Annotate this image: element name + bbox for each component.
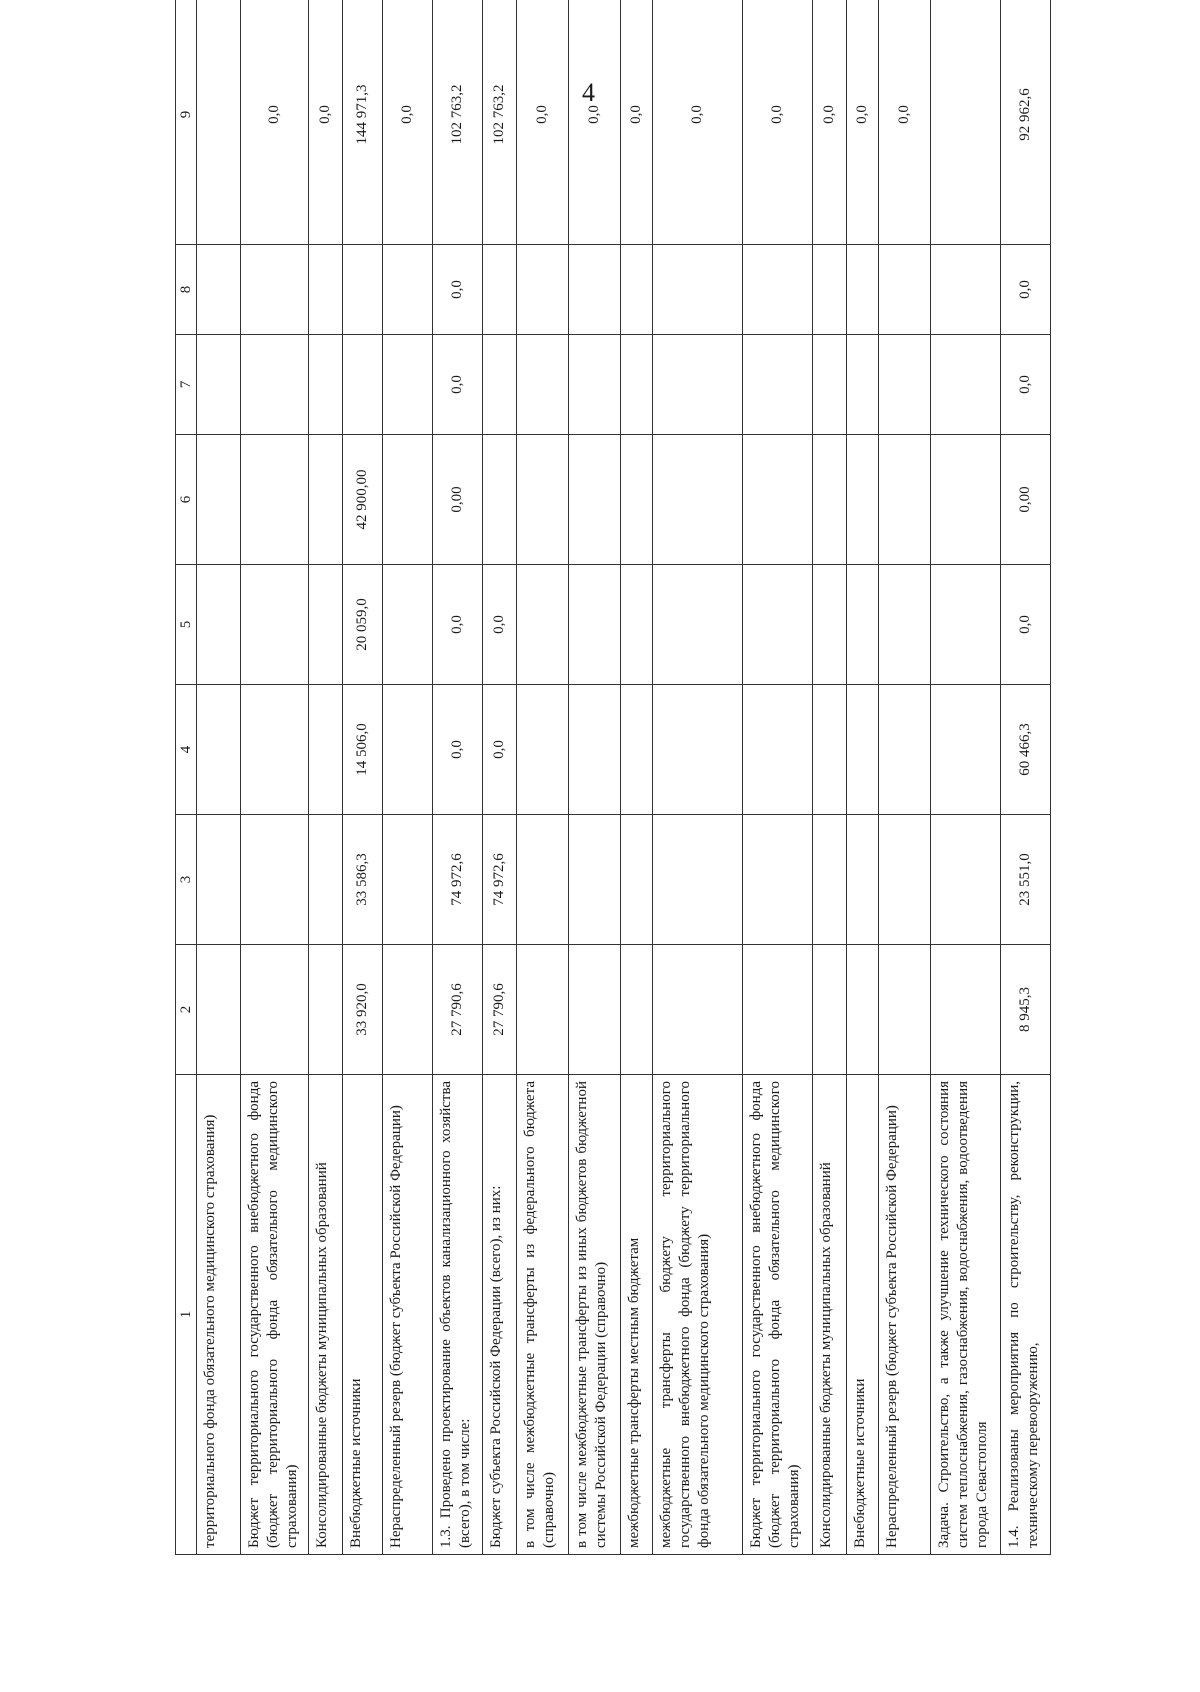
cell-col8 bbox=[309, 245, 343, 335]
cell-col5: 0,0 bbox=[483, 565, 517, 685]
row-description: межбюджетные трансферты бюджету территориального государственного внебюджетного фонда (бюджету территориального фонда обязательного медицинского страхования) bbox=[653, 1075, 743, 1555]
cell-col5: 0,0 bbox=[1001, 565, 1051, 685]
cell-col5 bbox=[743, 565, 813, 685]
cell-col7 bbox=[653, 335, 743, 435]
column-header: 5 bbox=[176, 565, 197, 685]
cell-col4: 0,0 bbox=[433, 685, 483, 815]
cell-col2 bbox=[743, 945, 813, 1075]
cell-col4: 60 466,3 bbox=[1001, 685, 1051, 815]
cell-col5 bbox=[653, 565, 743, 685]
cell-col3 bbox=[813, 815, 847, 945]
cell-col8 bbox=[569, 245, 621, 335]
row-description: территориального фонда обязательного медицинского страхования) bbox=[197, 1075, 241, 1555]
cell-col3 bbox=[383, 815, 433, 945]
cell-col7 bbox=[241, 335, 309, 435]
table-row bbox=[309, 0, 343, 1555]
cell-col6 bbox=[197, 435, 241, 565]
cell-col3 bbox=[931, 815, 1001, 945]
cell-col5 bbox=[879, 565, 931, 685]
row-description: Бюджет субъекта Российской Федерации (всего), из них: bbox=[483, 1075, 517, 1555]
cell-col7 bbox=[343, 335, 383, 435]
cell-col2 bbox=[879, 945, 931, 1075]
cell-col8 bbox=[653, 245, 743, 335]
cell-col4 bbox=[383, 685, 433, 815]
table-row bbox=[483, 0, 517, 1555]
table-row bbox=[343, 0, 383, 1555]
cell-col8: 0,0 bbox=[433, 245, 483, 335]
cell-col4 bbox=[621, 685, 653, 815]
cell-col9: 102 763,2 bbox=[433, 0, 483, 245]
cell-col6 bbox=[241, 435, 309, 565]
cell-col9: 144 971,3 bbox=[343, 0, 383, 245]
row-description: Консолидированные бюджеты муниципальных образований bbox=[309, 1075, 343, 1555]
cell-col7 bbox=[569, 335, 621, 435]
table-row bbox=[1001, 0, 1051, 1555]
cell-col8 bbox=[343, 245, 383, 335]
cell-col5 bbox=[847, 565, 879, 685]
cell-col9: 0,0 bbox=[517, 0, 569, 245]
cell-col6 bbox=[813, 435, 847, 565]
cell-col9 bbox=[197, 0, 241, 245]
table-row bbox=[813, 0, 847, 1555]
cell-col4 bbox=[569, 685, 621, 815]
cell-col6 bbox=[931, 435, 1001, 565]
table-row bbox=[569, 0, 621, 1555]
column-header: 3 bbox=[176, 815, 197, 945]
cell-col8 bbox=[621, 245, 653, 335]
cell-col8 bbox=[241, 245, 309, 335]
row-description: Внебюджетные источники bbox=[343, 1075, 383, 1555]
cell-col3 bbox=[653, 815, 743, 945]
cell-col7 bbox=[483, 335, 517, 435]
budget-table bbox=[175, 0, 1051, 1555]
row-description: Консолидированные бюджеты муниципальных образований bbox=[813, 1075, 847, 1555]
cell-col2 bbox=[569, 945, 621, 1075]
table-row bbox=[433, 0, 483, 1555]
cell-col9: 0,0 bbox=[621, 0, 653, 245]
cell-col9: 0,0 bbox=[813, 0, 847, 245]
row-description: межбюджетные трансферты местным бюджетам bbox=[621, 1075, 653, 1555]
cell-col4 bbox=[813, 685, 847, 815]
cell-col6: 0,00 bbox=[433, 435, 483, 565]
cell-col5: 20 059,0 bbox=[343, 565, 383, 685]
cell-col8 bbox=[743, 245, 813, 335]
cell-col2 bbox=[847, 945, 879, 1075]
cell-col9: 102 763,2 bbox=[483, 0, 517, 245]
table-row bbox=[847, 0, 879, 1555]
cell-col5 bbox=[569, 565, 621, 685]
cell-col7: 0,0 bbox=[1001, 335, 1051, 435]
cell-col9: 92 962,6 bbox=[1001, 0, 1051, 245]
cell-col4 bbox=[517, 685, 569, 815]
cell-col3 bbox=[569, 815, 621, 945]
cell-col6 bbox=[309, 435, 343, 565]
cell-col9 bbox=[931, 0, 1001, 245]
cell-col5 bbox=[813, 565, 847, 685]
cell-col9: 0,0 bbox=[309, 0, 343, 245]
cell-col8 bbox=[879, 245, 931, 335]
column-header: 4 bbox=[176, 685, 197, 815]
cell-col3 bbox=[879, 815, 931, 945]
cell-col3: 74 972,6 bbox=[433, 815, 483, 945]
cell-col8 bbox=[813, 245, 847, 335]
cell-col3: 23 551,0 bbox=[1001, 815, 1051, 945]
cell-col8 bbox=[197, 245, 241, 335]
cell-col7 bbox=[621, 335, 653, 435]
table-row bbox=[241, 0, 309, 1555]
cell-col2 bbox=[241, 945, 309, 1075]
cell-col6 bbox=[569, 435, 621, 565]
cell-col2 bbox=[621, 945, 653, 1075]
cell-col5 bbox=[517, 565, 569, 685]
row-description: Бюджет территориального государственного внебюджетного фонда (бюджет территориального фонда обязательного медицинского страхования) bbox=[743, 1075, 813, 1555]
cell-col2: 33 920,0 bbox=[343, 945, 383, 1075]
row-description: Бюджет территориального государственного внебюджетного фонда (бюджет территориального фонда обязательного медицинского страхования) bbox=[241, 1075, 309, 1555]
cell-col9: 0,0 bbox=[847, 0, 879, 245]
rotated-table-wrapper bbox=[175, 0, 1090, 1555]
cell-col4 bbox=[653, 685, 743, 815]
cell-col8 bbox=[383, 245, 433, 335]
cell-col7 bbox=[847, 335, 879, 435]
cell-col9: 0,0 bbox=[743, 0, 813, 245]
cell-col5 bbox=[309, 565, 343, 685]
cell-col4 bbox=[879, 685, 931, 815]
cell-col4 bbox=[309, 685, 343, 815]
cell-col7 bbox=[197, 335, 241, 435]
cell-col6 bbox=[879, 435, 931, 565]
column-header: 2 bbox=[176, 945, 197, 1075]
cell-col7 bbox=[879, 335, 931, 435]
cell-col9: 0,0 bbox=[653, 0, 743, 245]
cell-col6 bbox=[517, 435, 569, 565]
cell-col2 bbox=[309, 945, 343, 1075]
cell-col3 bbox=[847, 815, 879, 945]
cell-col7: 0,0 bbox=[433, 335, 483, 435]
cell-col4: 0,0 bbox=[483, 685, 517, 815]
cell-col8 bbox=[931, 245, 1001, 335]
cell-col6 bbox=[743, 435, 813, 565]
row-description: в том числе межбюджетные трансферты из федерального бюджета (справочно) bbox=[517, 1075, 569, 1555]
cell-col5 bbox=[197, 565, 241, 685]
cell-col4 bbox=[241, 685, 309, 815]
row-description: 1.3. Проведено проектирование объектов канализационного хозяйства (всего), в том числе: bbox=[433, 1075, 483, 1555]
cell-col3 bbox=[197, 815, 241, 945]
table-row bbox=[517, 0, 569, 1555]
row-description: 1.4. Реализованы мероприятия по строительству, реконструкции, техническому перевооружению, bbox=[1001, 1075, 1051, 1555]
cell-col4 bbox=[743, 685, 813, 815]
cell-col2 bbox=[653, 945, 743, 1075]
cell-col8 bbox=[847, 245, 879, 335]
table-row bbox=[931, 0, 1001, 1555]
page-number: 4 bbox=[582, 78, 595, 107]
cell-col4: 14 506,0 bbox=[343, 685, 383, 815]
cell-col2: 27 790,6 bbox=[433, 945, 483, 1075]
cell-col9: 0,0 bbox=[879, 0, 931, 245]
column-header: 9 bbox=[176, 0, 197, 245]
cell-col5 bbox=[383, 565, 433, 685]
table-row bbox=[621, 0, 653, 1555]
cell-col4 bbox=[931, 685, 1001, 815]
cell-col6 bbox=[483, 435, 517, 565]
cell-col3 bbox=[743, 815, 813, 945]
cell-col2 bbox=[813, 945, 847, 1075]
table-row bbox=[383, 0, 433, 1555]
row-description: Задача. Строительство, а также улучшение технического состояния систем теплоснабжения, газоснабжения, водоснабжения, водоотведения города Севастополя bbox=[931, 1075, 1001, 1555]
table-row bbox=[743, 0, 813, 1555]
cell-col2 bbox=[517, 945, 569, 1075]
cell-col5 bbox=[931, 565, 1001, 685]
table-row bbox=[879, 0, 931, 1555]
cell-col5: 0,0 bbox=[433, 565, 483, 685]
header-row bbox=[176, 0, 197, 1555]
cell-col2: 8 945,3 bbox=[1001, 945, 1051, 1075]
column-header: 8 bbox=[176, 245, 197, 335]
cell-col6 bbox=[847, 435, 879, 565]
cell-col7 bbox=[309, 335, 343, 435]
cell-col9: 0,0 bbox=[241, 0, 309, 245]
table-row bbox=[653, 0, 743, 1555]
cell-col8: 0,0 bbox=[1001, 245, 1051, 335]
cell-col8 bbox=[483, 245, 517, 335]
cell-col9: 0,0 bbox=[569, 0, 621, 245]
cell-col2 bbox=[383, 945, 433, 1075]
cell-col2 bbox=[931, 945, 1001, 1075]
cell-col7 bbox=[743, 335, 813, 435]
cell-col3: 74 972,6 bbox=[483, 815, 517, 945]
cell-col9: 0,0 bbox=[383, 0, 433, 245]
cell-col6 bbox=[653, 435, 743, 565]
cell-col3 bbox=[309, 815, 343, 945]
cell-col7 bbox=[931, 335, 1001, 435]
cell-col5 bbox=[621, 565, 653, 685]
cell-col4 bbox=[197, 685, 241, 815]
row-description: Нераспределенный резерв (бюджет субъекта Российской Федерации) bbox=[383, 1075, 433, 1555]
cell-col6 bbox=[383, 435, 433, 565]
row-description: Внебюджетные источники bbox=[847, 1075, 879, 1555]
cell-col3 bbox=[621, 815, 653, 945]
column-header: 6 bbox=[176, 435, 197, 565]
cell-col3 bbox=[241, 815, 309, 945]
column-header: 1 bbox=[176, 1075, 197, 1555]
cell-col7 bbox=[517, 335, 569, 435]
row-description: в том числе межбюджетные трансферты из иных бюджетов бюджетной системы Российской Федерации (справочно) bbox=[569, 1075, 621, 1555]
cell-col4 bbox=[847, 685, 879, 815]
cell-col5 bbox=[241, 565, 309, 685]
cell-col6: 0,00 bbox=[1001, 435, 1051, 565]
table-row bbox=[197, 0, 241, 1555]
cell-col6 bbox=[621, 435, 653, 565]
cell-col3 bbox=[517, 815, 569, 945]
cell-col2: 27 790,6 bbox=[483, 945, 517, 1075]
row-description: Нераспределенный резерв (бюджет субъекта Российской Федерации) bbox=[879, 1075, 931, 1555]
column-header: 7 bbox=[176, 335, 197, 435]
cell-col7 bbox=[383, 335, 433, 435]
cell-col7 bbox=[813, 335, 847, 435]
cell-col2 bbox=[197, 945, 241, 1075]
cell-col3: 33 586,3 bbox=[343, 815, 383, 945]
cell-col8 bbox=[517, 245, 569, 335]
cell-col6: 42 900,00 bbox=[343, 435, 383, 565]
